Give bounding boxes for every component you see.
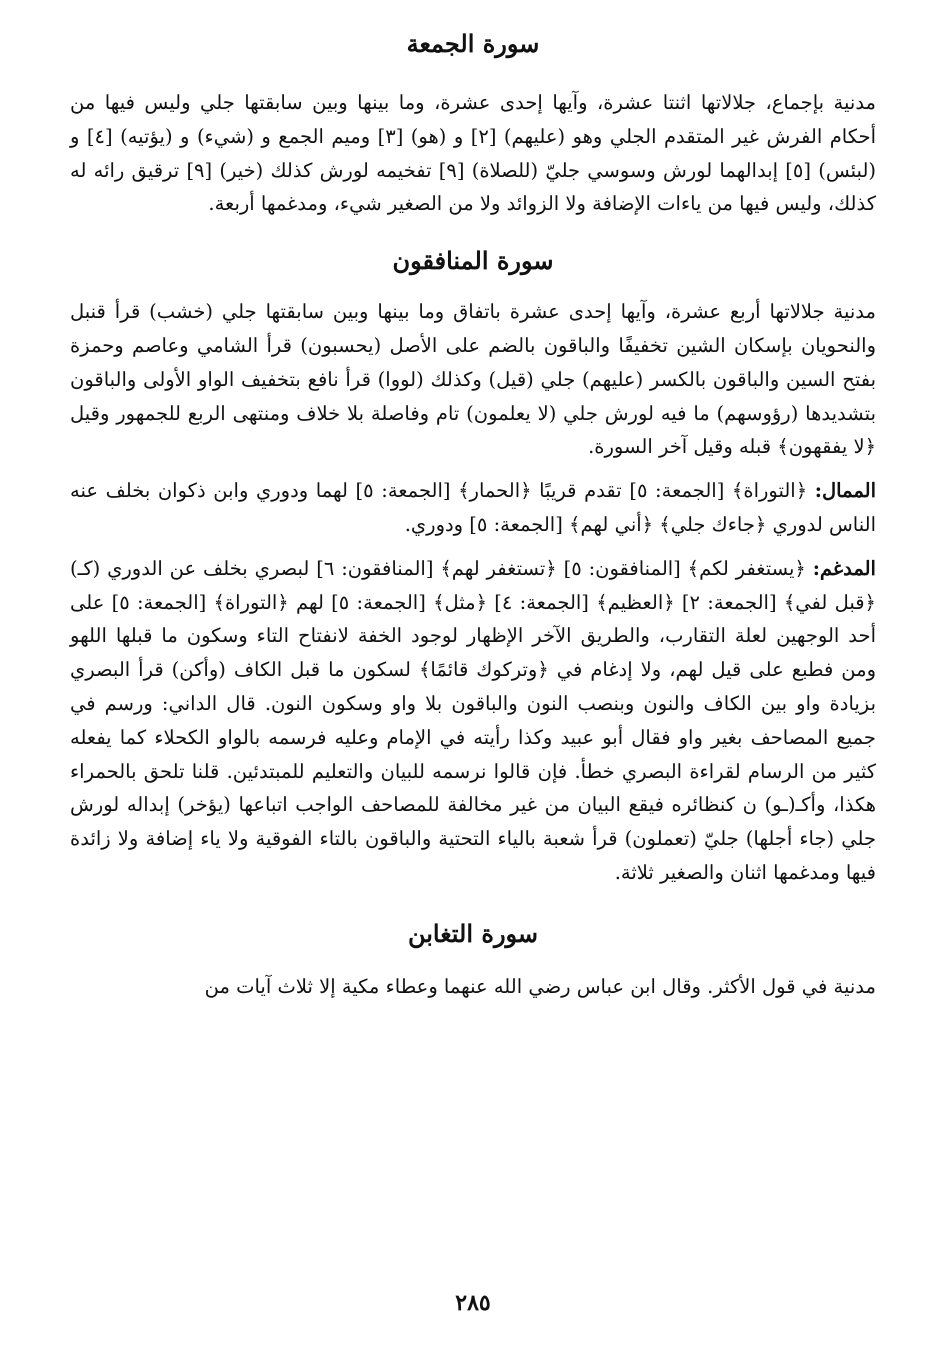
paragraph-munafiqun-intro: مدنية جلالاتها أربع عشرة، وآيها إحدى عشرة باتفاق وما بينها وبين سابقتها جلي (خشب) قرأ قنبل والنحويان بإسكان الشين تخفيفًا والباقون بالضم على الأصل (يحسبون) قرأ الشامي وعاصم وحمزة بفتح السين والباقون بالكسر (عليهم) جلي (قيل) وكذلك (لووا) قرأ نافع بتخفيف الواو الأولى والباقون بتشديدها (رؤوسهم) ما فيه لورش جلي (لا يعلمون) تام وفاصلة بلا خلاف ومنتهى الربع للجمهور وقيل ﴿لا يفقهون﴾ قبله وقيل آخر السورة. <box>70 300 876 459</box>
page-number: ٢٨٥ <box>455 1290 491 1316</box>
imala-label: الممال: <box>814 479 876 503</box>
page-body <box>70 18 876 1004</box>
paragraph-idgham <box>70 552 876 890</box>
section-title-jumuah: سورة الجمعة <box>406 29 540 58</box>
idgham-text: ﴿يستغفر لكم﴾ [المنافقون: ٥] ﴿تستغفر لهم﴾ [المنافقون: ٦] لبصري بخلف عن الدوري (كـ) ﴿قبل لفي﴾ [الجمعة: ٢] ﴿العظيم﴾ [الجمعة: ٤] ﴿مثل﴾ [الجمعة: ٥] لهم ﴿التوراة﴾ [الجمعة: ٥] على أحد الوجهين لعلة التقارب، والطريق الآخر الإظهار لوجود الخفة لانفتاح التاء وسكون ما قبلها اللهو ومن فطبع على قيل لهم، ولا إدغام في ﴿وتركوك قائمًا﴾ لسكون ما قبل الكاف (وأكن) قرأ البصري بزيادة واو بين الكاف والنون وبنصب النون والباقون بلا واو وسكون النون. قال الداني: ورسم في جميع المصاحف بغير واو فقال أبو عبيد وكذا رأيته في الإمام وعليه فرسمه بالواو الكحلاء كما يفعله كثير من الرسام لقراءة البصري خطأ. فإن قالوا نرسمه للبيان والتعليم للمبتدئين. قلنا تلحق بالحمراء هكذا، وأكـ(ـو) ن كنظائره فيقع البيان من غير مخالفة للمصاحف الواجب اتباعها (يؤخر) إبداله لورش جلي (جاء أجلها) جليّ (تعملون) قرأ شعبة بالياء التحتية والباقون بالتاء الفوقية ولا ياء إضافة ولا زائدة فيها ومدغمها اثنان والصغير ثلاثة. <box>70 556 876 884</box>
paragraph-imala <box>70 474 876 542</box>
imala-text: ﴿التوراة﴾ [الجمعة: ٥] تقدم قريبًا ﴿الحمار﴾ [الجمعة: ٥] لهما ودوري وابن ذكوان بخلف عنه الناس لدوري ﴿جاءك جلي﴾ ﴿أني لهم﴾ [الجمعة: ٥] ودوري. <box>70 479 876 536</box>
paragraph-jumuah-intro: مدنية بإجماع، جلالاتها اثنتا عشرة، وآيها إحدى عشرة، وما بينها وبين سابقتها جلي وليس فيها من أحكام الفرش غير المتقدم الجلي وهو (عليهم) [٢] و (هو) [٣] وميم الجمع و (شيء) و (يؤتيه) [٤] و (لبئس) [٥] إبدالهما لورش وسوسي جليّ (للصلاة) [٩] تفخيمه لورش كذلك (خير) [٩] ترقيق رائه له كذلك، وليس فيها من ياءات الإضافة ولا الزوائد ولا من الصغير شيء، ومدغمها أربعة. <box>70 91 876 216</box>
section-title-taghabun: سورة التغابن <box>407 918 539 948</box>
section-title-munafiqun: سورة المنافقون <box>392 246 554 276</box>
paragraph-taghabun-intro: مدنية في قول الأكثر. وقال ابن عباس رضي الله عنهما وعطاء مكية إلا ثلاث آيات من <box>204 974 876 998</box>
idgham-label: المدغم: <box>812 556 876 580</box>
